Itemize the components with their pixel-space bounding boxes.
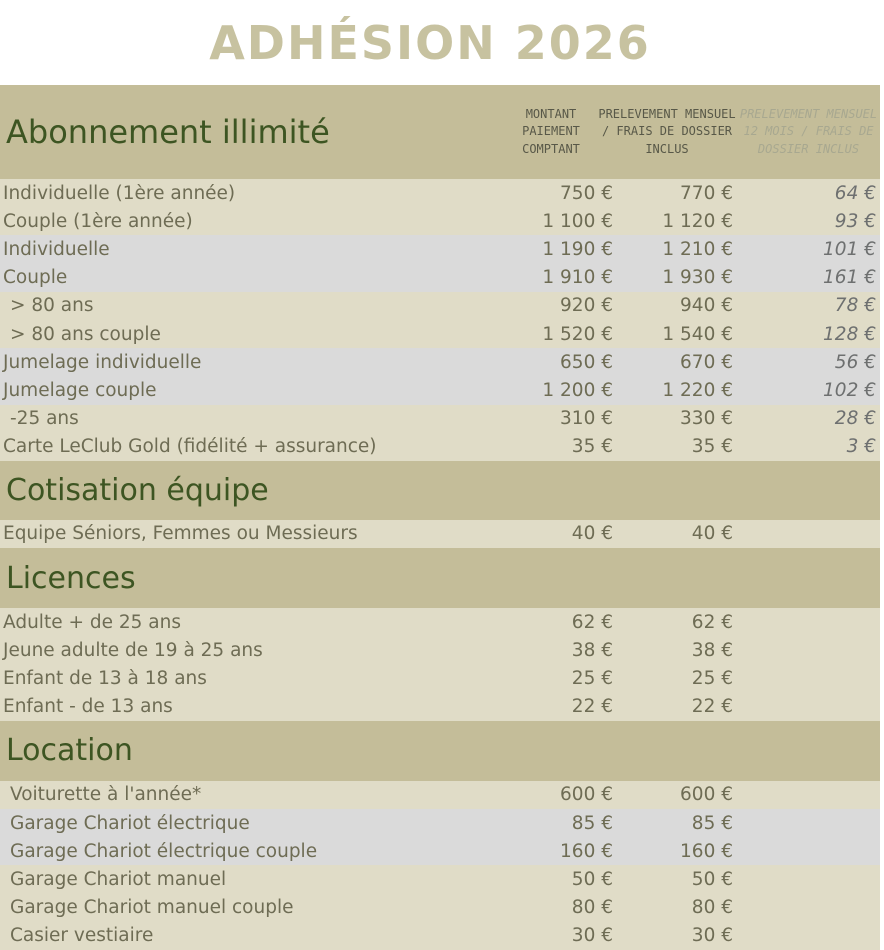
table-row [0,292,880,320]
price-mensuel: 600 € [680,784,733,806]
row-label: Individuelle [3,238,110,260]
price-comptant: 1 200 € [542,379,613,401]
table-header [0,85,880,179]
table-row [0,207,880,235]
price-comptant: 650 € [560,351,613,373]
table-row [0,320,880,348]
price-comptant: 600 € [560,784,613,806]
price-mensuel-12: 101 € [823,238,876,260]
row-label: Voiturette à l'année* [10,784,202,806]
price-comptant: 160 € [560,840,613,862]
row-label: > 80 ans couple [10,323,161,345]
table-row [0,405,880,433]
section-title-abonnement: Abonnement illimité [6,113,330,151]
price-mensuel: 22 € [691,696,733,718]
price-mensuel-12: 56 € [834,351,876,373]
price-mensuel: 1 540 € [662,323,733,345]
price-comptant: 920 € [560,295,613,317]
price-comptant: 38 € [571,639,613,661]
price-mensuel: 80 € [691,897,733,919]
price-comptant: 40 € [571,523,613,545]
price-mensuel-12: 28 € [834,408,876,430]
price-comptant: 85 € [571,812,613,834]
table-row [0,837,880,865]
table-row [0,608,880,636]
row-label: Jumelage individuelle [3,351,202,373]
price-comptant: 310 € [560,408,613,430]
price-mensuel: 35 € [691,436,733,458]
price-comptant: 1 190 € [542,238,613,260]
price-mensuel: 1 220 € [662,379,733,401]
column-header-comptant: MONTANT PAIEMENT COMPTANT [522,106,580,156]
row-label: Enfant - de 13 ans [3,696,173,718]
table-row [0,264,880,292]
table-row [0,235,880,263]
row-label: Equipe Séniors, Femmes ou Messieurs [3,523,358,545]
row-label: Enfant de 13 à 18 ans [3,668,207,690]
row-label: > 80 ans [10,295,94,317]
price-mensuel: 770 € [680,182,733,204]
section-title-location: Location [0,721,880,781]
price-mensuel: 40 € [691,523,733,545]
price-comptant: 1 100 € [542,210,613,232]
table-row [0,922,880,950]
row-label: Carte LeClub Gold (fidélité + assurance) [3,436,377,458]
row-label: Jeune adulte de 19 à 25 ans [3,639,263,661]
price-mensuel: 670 € [680,351,733,373]
price-mensuel-12: 161 € [823,267,876,289]
price-mensuel-12: 102 € [823,379,876,401]
price-mensuel: 50 € [691,868,733,890]
table-row [0,664,880,692]
table-row [0,376,880,404]
price-mensuel: 1 210 € [662,238,733,260]
price-comptant: 25 € [571,668,613,690]
price-comptant: 1 520 € [542,323,613,345]
price-mensuel-12: 78 € [834,295,876,317]
price-mensuel: 85 € [691,812,733,834]
section-title-cotisation: Cotisation équipe [0,461,880,520]
price-mensuel: 160 € [680,840,733,862]
price-comptant: 1 910 € [542,267,613,289]
row-label: Couple (1ère année) [3,210,193,232]
row-label: Garage Chariot électrique [10,812,250,834]
price-mensuel-12: 93 € [834,210,876,232]
price-comptant: 750 € [560,182,613,204]
price-comptant: 22 € [571,696,613,718]
table-row [0,693,880,721]
table-row [0,636,880,664]
price-comptant: 62 € [571,611,613,633]
price-mensuel: 1 120 € [662,210,733,232]
price-mensuel: 330 € [680,408,733,430]
price-mensuel: 38 € [691,639,733,661]
row-label: Jumelage couple [3,379,157,401]
table-row [0,433,880,461]
table-row [0,179,880,207]
price-mensuel: 940 € [680,295,733,317]
table-row [0,781,880,809]
row-label: Garage Chariot électrique couple [10,840,318,862]
price-mensuel: 30 € [691,925,733,947]
row-label: Adulte + de 25 ans [3,611,181,633]
price-comptant: 30 € [571,925,613,947]
row-label: Garage Chariot manuel [10,868,227,890]
price-comptant: 80 € [571,897,613,919]
pricing-table [0,85,880,950]
row-label: Casier vestiaire [10,925,154,947]
table-row [0,865,880,893]
price-mensuel-12: 64 € [834,182,876,204]
price-mensuel: 1 930 € [662,267,733,289]
page-title: ADHÉSION 2026 [209,16,651,70]
row-label: Individuelle (1ère année) [3,182,236,204]
price-mensuel-12: 3 € [846,436,876,458]
column-header-mensuel-12: PRELEVEMENT MENSUEL 12 MOIS / FRAIS DE DOSSIER INCLUS [739,106,878,156]
price-comptant: 50 € [571,868,613,890]
table-row [0,520,880,548]
price-mensuel: 25 € [691,668,733,690]
table-row [0,894,880,922]
section-title-licences: Licences [0,548,880,608]
price-mensuel: 62 € [691,611,733,633]
row-label: Couple [3,267,68,289]
row-label: Garage Chariot manuel couple [10,897,294,919]
price-mensuel-12: 128 € [823,323,876,345]
price-comptant: 35 € [571,436,613,458]
column-header-mensuel: PRELEVEMENT MENSUEL / FRAIS DE DOSSIER INCLUS [598,106,736,156]
row-label: -25 ans [10,408,79,430]
table-row [0,809,880,837]
table-row [0,348,880,376]
